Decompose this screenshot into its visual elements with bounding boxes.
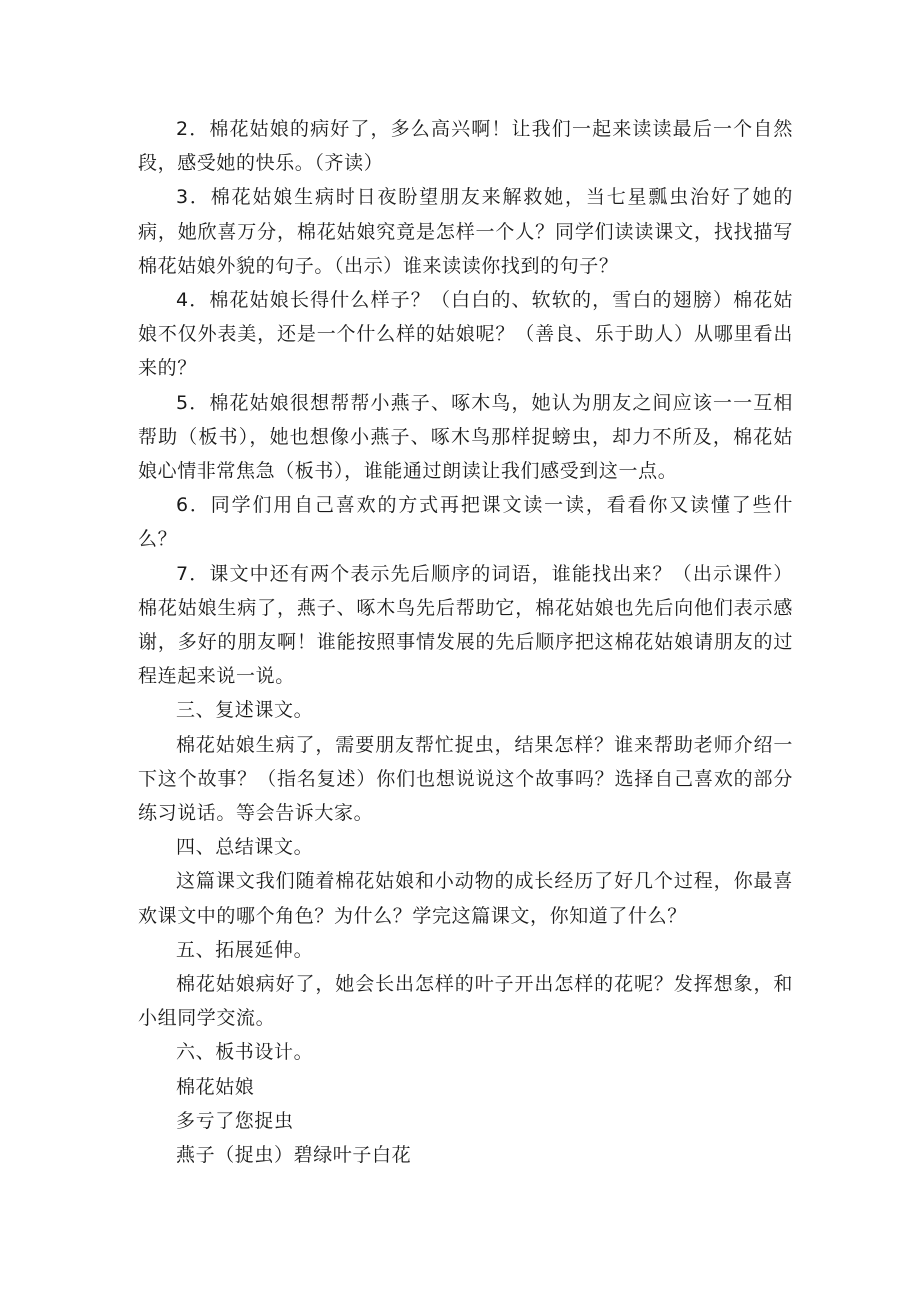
paragraph-item-3: 3．棉花姑娘生病时日夜盼望朋友来解救她，当七星瓢虫治好了她的病，她欣喜万分，棉花姑娘究竟是怎样一个人？同学们读读课文，找找描写棉花姑娘外貌的句子。（出示）谁来读读你找到的句子？	[138, 186, 793, 277]
paragraph-retell: 棉花姑娘生病了，需要朋友帮忙捉虫，结果怎样？谁来帮助老师介绍一下这个故事？（指名复述）你们也想说说这个故事吗？选择自己喜欢的部分练习说话。等会告诉大家。	[138, 733, 793, 825]
paragraph-item-6: 6．同学们用自己喜欢的方式再把课文读一读，看看你又读懂了些什么？	[138, 494, 793, 551]
paragraph-item-2: 2．棉花姑娘的病好了，多么高兴啊！让我们一起来读读最后一个自然段，感受她的快乐。（齐读）	[138, 118, 793, 175]
paragraph-item-7: 7．课文中还有两个表示先后顺序的词语，谁能找出来？（出示课件）棉花姑娘生病了，燕子、啄木鸟先后帮助它，棉花姑娘也先后向他们表示感谢，多好的朋友啊！谁能按照事情发展的先后顺序把这棉花姑娘请朋友的过程连起来说一说。	[138, 562, 793, 688]
paragraph-item-5: 5．棉花姑娘很想帮帮小燕子、啄木鸟，她认为朋友之间应该一一互相帮助（板书），她也想像小燕子、啄木鸟那样捉螃虫，却力不所及，棉花姑娘心情非常焦急（板书），谁能通过朗读让我们感受到这一点。	[138, 391, 793, 483]
section-heading-board-design: 六、板书设计。	[176, 1041, 314, 1064]
paragraph-item-4: 4．棉花姑娘长得什么样子？（白白的、软软的，雪白的翅膀）棉花姑娘不仅外表美，还是一个什么样的姑娘呢？（善良、乐于助人）从哪里看出来的？	[138, 289, 793, 380]
board-line-1: 棉花姑娘	[176, 1075, 255, 1098]
paragraph-extension: 棉花姑娘病好了，她会长出怎样的叶子开出怎样的花呢？发挥想象，和小组同学交流。	[138, 973, 793, 1030]
board-line-3: 燕子（捉虫）碧绿叶子白花	[176, 1144, 412, 1167]
section-heading-extension: 五、拓展延伸。	[176, 938, 314, 961]
paragraph-summary: 这篇课文我们随着棉花姑娘和小动物的成长经历了好几个过程，你最喜欢课文中的哪个角色？为什么？学完这篇课文，你知道了什么？	[138, 870, 793, 927]
document-body	[138, 112, 793, 1172]
board-line-2: 多亏了您捉虫	[176, 1109, 294, 1132]
section-heading-retell: 三、复述课文。	[176, 699, 314, 722]
section-heading-summary: 四、总结课文。	[176, 836, 314, 859]
